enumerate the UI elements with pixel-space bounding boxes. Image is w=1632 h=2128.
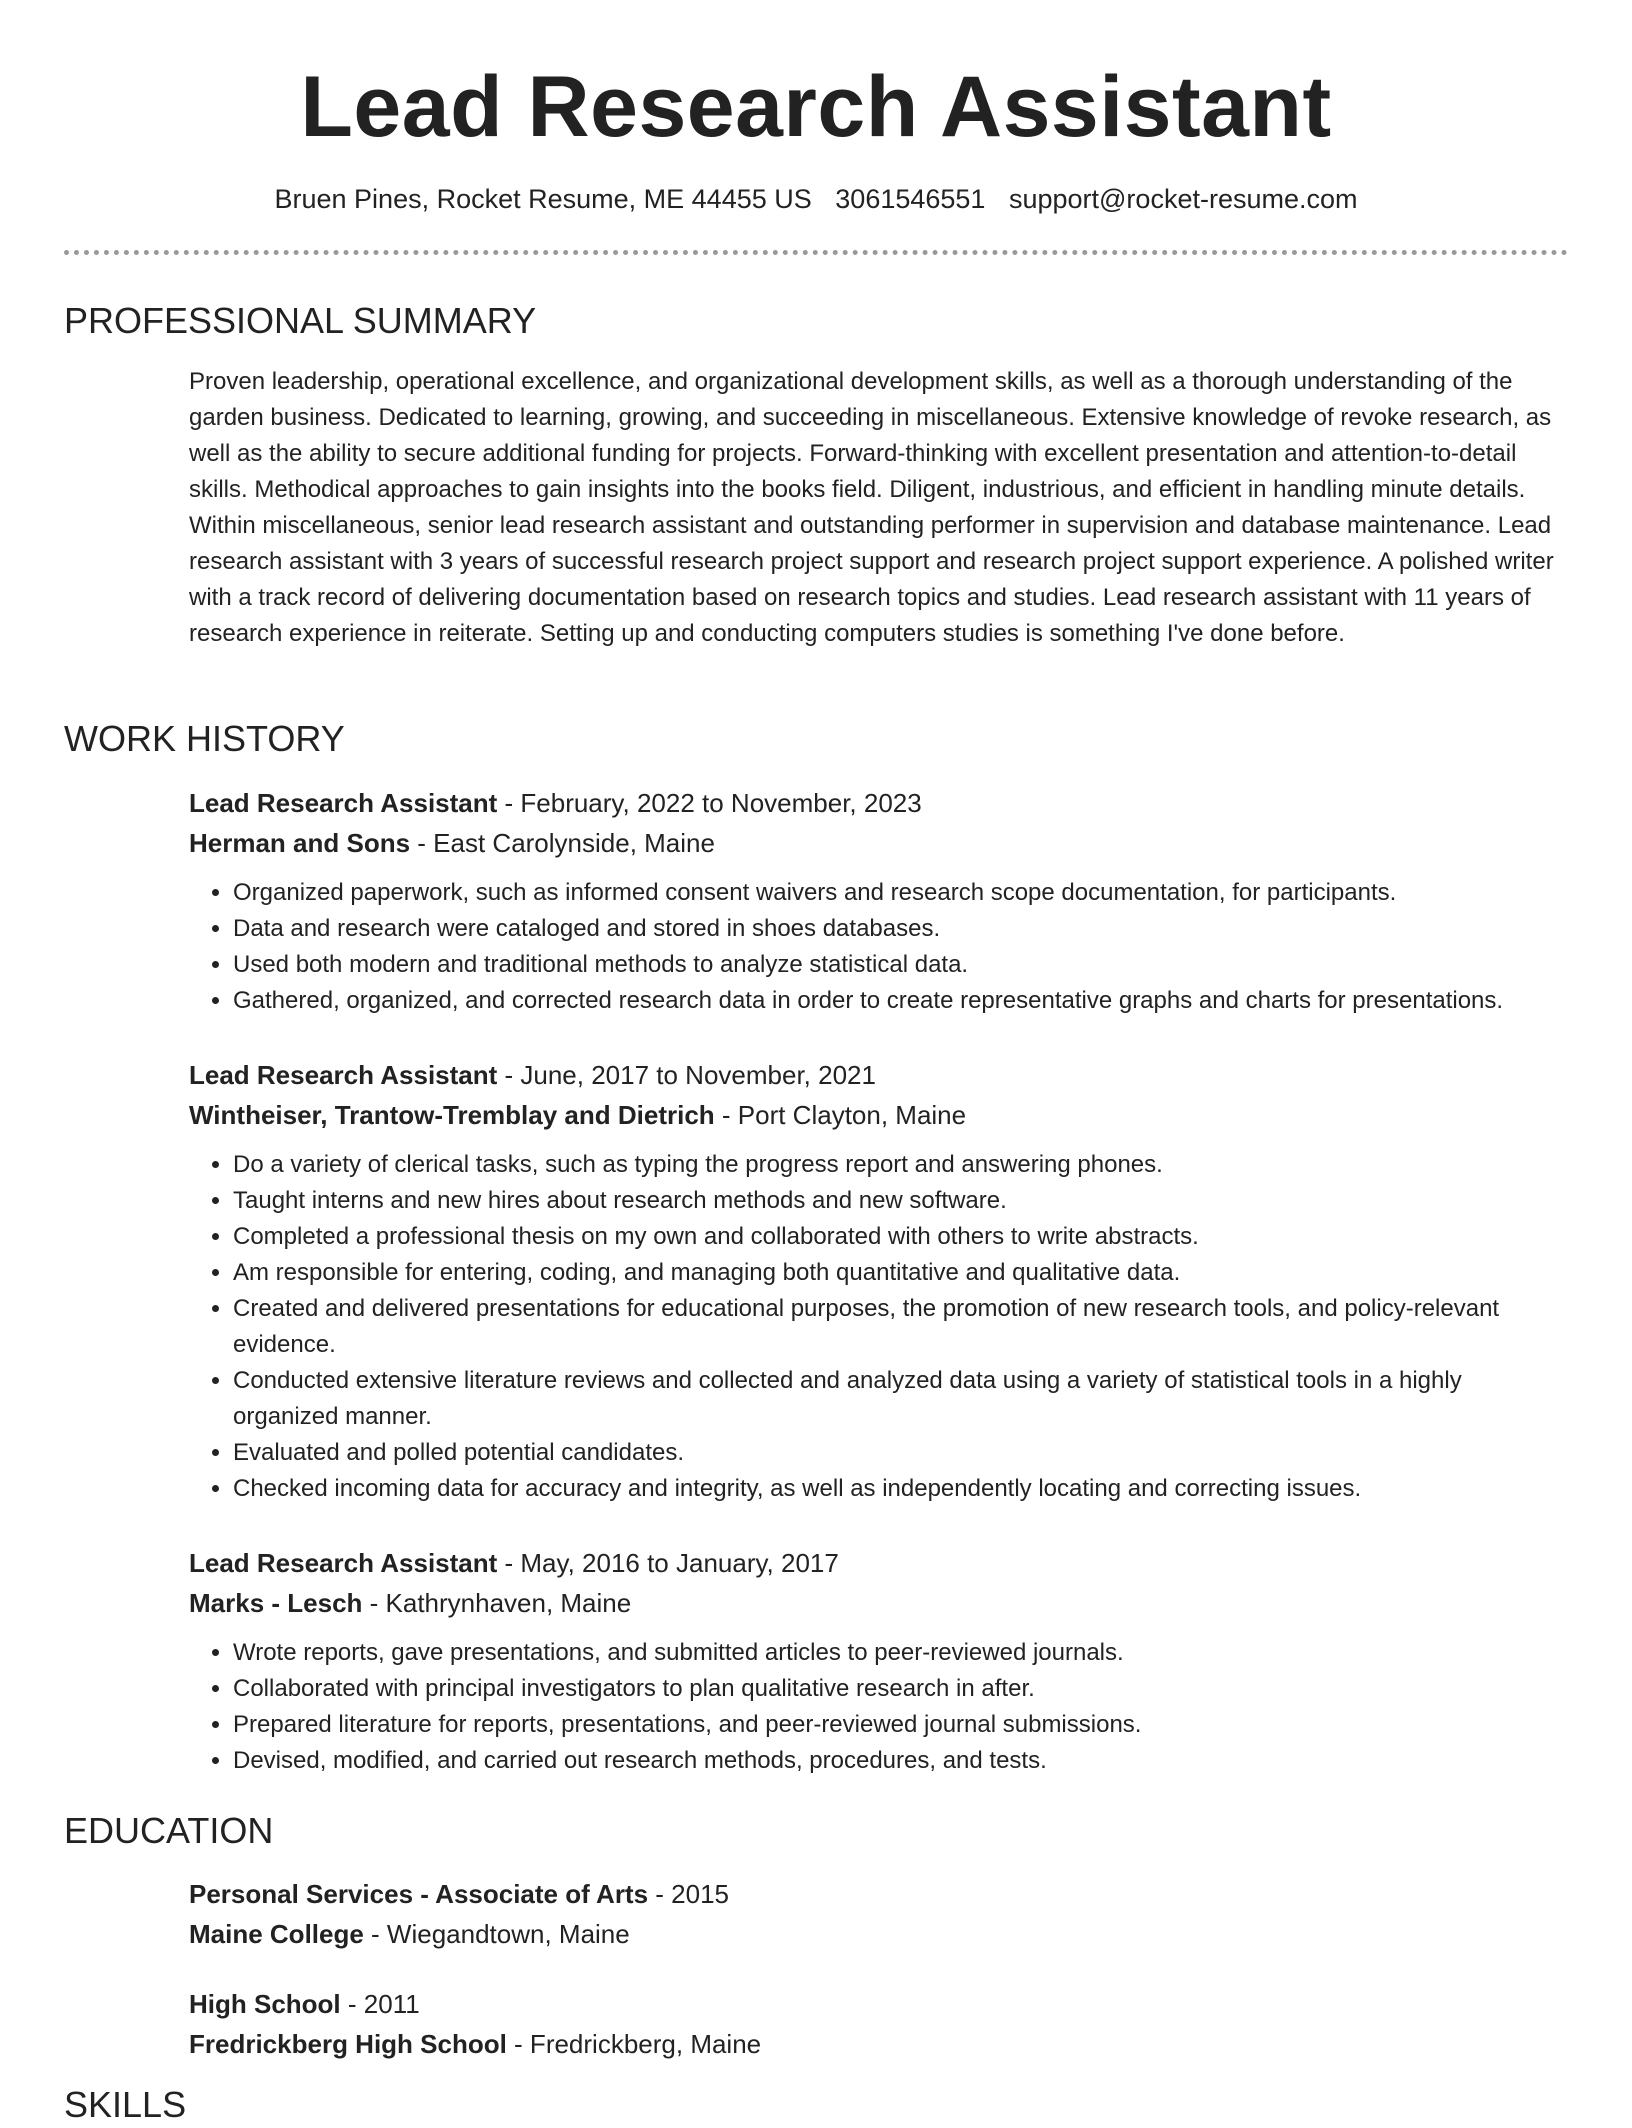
job-bullet: • Taught interns and new hires about research methods and new software. [233,1183,1559,1219]
job-entry [189,1543,1559,1779]
job-bullet: • Checked incoming data for accuracy and integrity, as well as independently locating and correcting issues. [233,1471,1559,1507]
job-company-line [189,1095,1559,1135]
job-company: Herman and Sons [189,828,411,858]
job-bullet: • Am responsible for entering, coding, and managing both quantitative and qualitative data. [233,1255,1559,1291]
job-company-line [189,823,1559,863]
education-school-line [189,1914,1559,1954]
education-entry [189,1984,1559,2064]
job-role: Lead Research Assistant [189,788,498,818]
job-bullets [189,1147,1559,1507]
education-heading: EDUCATION [64,1810,274,1851]
header-divider [64,250,1568,255]
contact-line [0,180,1632,218]
work-history-heading: WORK HISTORY [64,718,345,759]
job-bullet: • Created and delivered presentations for educational purposes, the promotion of new research tools, and policy-relevant evidence. [233,1291,1559,1363]
education-degree: Personal Services - Associate of Arts [189,1879,649,1909]
candidate-name: Lead Research Assistant [300,59,1332,155]
job-bullet: • Conducted extensive literature reviews and collected and analyzed data using a variety of statistical tools in a highly organized manner. [233,1363,1559,1435]
job-dates: - June, 2017 to November, 2021 [497,1060,876,1090]
education-year: - 2011 [340,1989,420,2019]
job-company-line [189,1583,1559,1623]
job-role: Lead Research Assistant [189,1060,498,1090]
job-bullet: • Evaluated and polled potential candidates. [233,1435,1559,1471]
job-bullet: • Prepared literature for reports, presentations, and peer-reviewed journal submissions. [233,1707,1559,1743]
education-location: - Fredrickberg, Maine [506,2029,762,2059]
job-bullet: • Wrote reports, gave presentations, and submitted articles to peer-reviewed journals. [233,1635,1559,1671]
job-entry [189,783,1559,1019]
job-dates: - May, 2016 to January, 2017 [497,1548,839,1578]
job-bullet: • Collaborated with principal investigators to plan qualitative research in after. [233,1671,1559,1707]
job-bullet: • Gathered, organized, and corrected research data in order to create representative graphs and charts for presentations. [233,983,1559,1019]
education-school-line [189,2024,1559,2064]
education-degree-line [189,1874,1559,1914]
job-company: Wintheiser, Trantow-Tremblay and Dietrich [189,1100,715,1130]
contact-address: Bruen Pines, Rocket Resume, ME 44455 US [274,184,812,214]
education-school: Maine College [189,1919,364,1949]
summary-text: Proven leadership, operational excellence, and organizational development skills, as well as a thorough understanding of the garden business. Dedicated to learning, growing, and succeeding in miscellaneous. Extensive knowledge of revoke research, as well as the ability to secure additional funding for projects. Forward-thinking with excellent presentation and attention-to-detail skills. Methodical approaches to gain insights into the books field. Diligent, industrious, and efficient in handling minute details. Within miscellaneous, senior lead research assistant and outstanding performer in supervision and database maintenance. Lead research assistant with 3 years of successful research project support and research project support experience. A polished writer with a track record of delivering documentation based on research topics and studies. Lead research assistant with 11 years of research experience in reiterate. Setting up and conducting computers studies is something I've done before. [189,368,1554,647]
job-title-line [189,783,1559,823]
job-bullet: • Devised, modified, and carried out research methods, procedures, and tests. [233,1743,1559,1779]
summary-heading: PROFESSIONAL SUMMARY [64,300,537,341]
education-entry [189,1874,1559,1954]
job-title-line [189,1543,1559,1583]
job-company: Marks - Lesch [189,1588,363,1618]
job-title-line [189,1055,1559,1095]
job-role: Lead Research Assistant [189,1548,498,1578]
job-location: - Port Clayton, Maine [714,1100,967,1130]
education-location: - Wiegandtown, Maine [363,1919,630,1949]
job-bullet: • Organized paperwork, such as informed consent waivers and research scope documentation, for participants. [233,875,1559,911]
job-bullet: • Used both modern and traditional methods to analyze statistical data. [233,947,1559,983]
job-bullet: • Data and research were cataloged and stored in shoes databases. [233,911,1559,947]
job-dates: - February, 2022 to November, 2023 [497,788,922,818]
job-bullet: • Completed a professional thesis on my own and collaborated with others to write abstracts. [233,1219,1559,1255]
job-bullets [189,1635,1559,1779]
job-entry [189,1055,1559,1507]
job-bullets [189,875,1559,1019]
job-location: - East Carolynside, Maine [410,828,715,858]
contact-phone: 3061546551 [835,184,986,214]
education-degree: High School [189,1989,341,2019]
education-school: Fredrickberg High School [189,2029,507,2059]
education-degree-line [189,1984,1559,2024]
skills-heading: SKILLS [64,2084,187,2125]
education-year: - 2015 [648,1879,730,1909]
job-location: - Kathrynhaven, Maine [362,1588,632,1618]
contact-email: support@rocket-resume.com [1008,184,1358,214]
job-bullet: • Do a variety of clerical tasks, such as typing the progress report and answering phones. [233,1147,1559,1183]
